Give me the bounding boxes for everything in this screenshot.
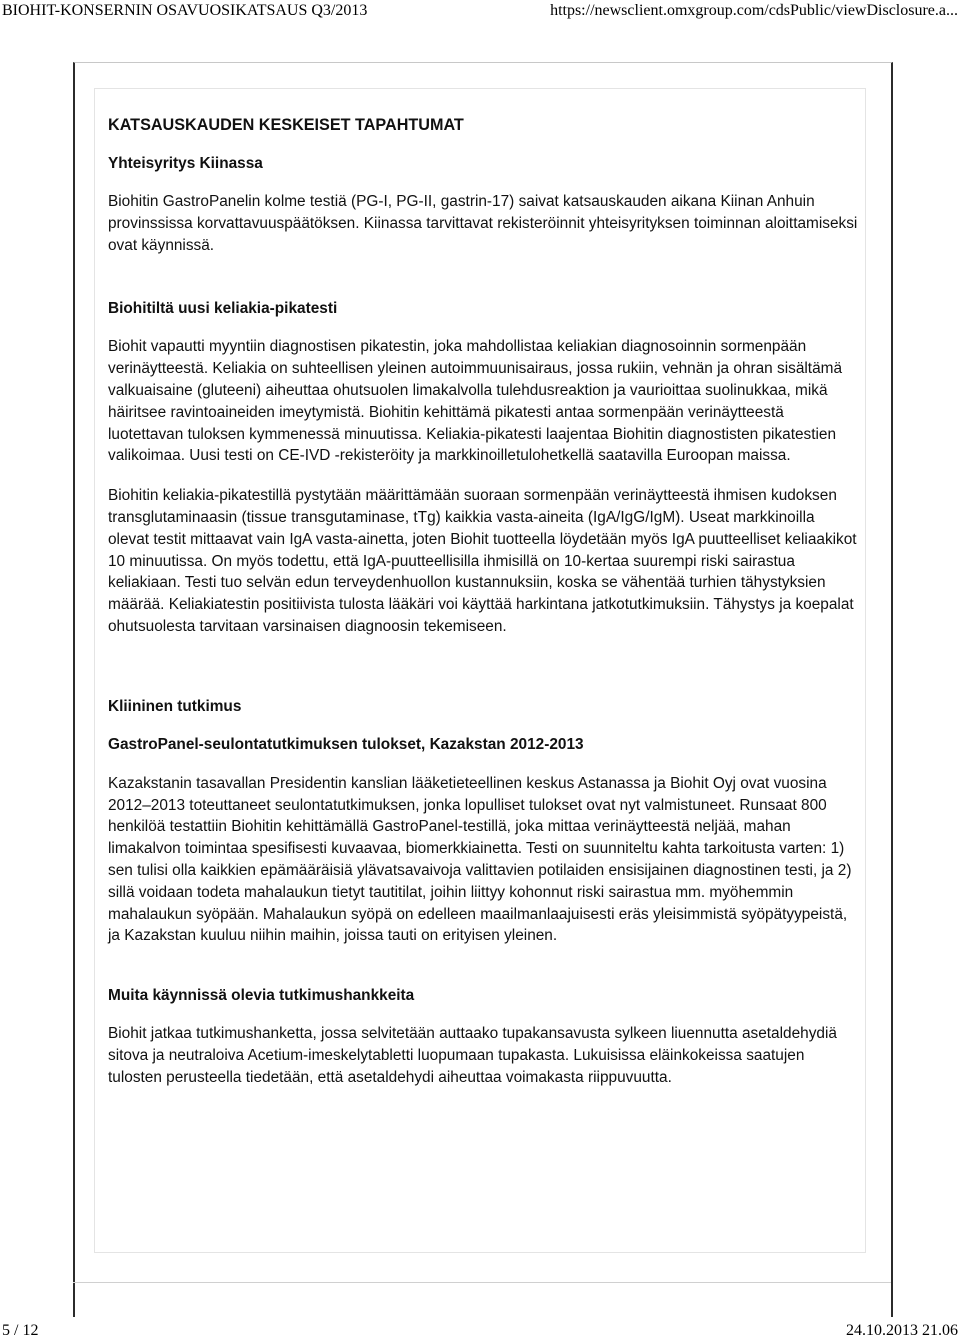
- page-frame-bottom-rule: [73, 1282, 891, 1283]
- paragraph-celiac-rapid-test-2: Biohitin keliakia-pikatestillä pystytään määrittämään suoraan sormenpään verinäytteestä ihmisen kudoksen transglutaminaasin (tissue transgutaminase, tTg) kaikkia vasta-aineita (IgA/IgG/IgM). Useat markkinoilla olevat testit mittaavat vain IgA vasta-ainetta, joten Biohit tuotteella löydetään myös IgA puutteelliset keliaakikot 10 minuutissa. On myös todettu, että IgA-puutteellisilla ihmisillä on 10-kertaa suurempi riski sairastua keliakiaan. Testi tuo selvän edun terveydenhuollon kustannuksiin, koska se vähentää turhien tähystyksien määrää. Keliakiatestin positiivista tulosta lääkäri voi käyttää harkintana jatkotutkimuksiin. Tähystys ja koepalat ohutsuolesta tarvitaan varsinaisen diagnoosin tekemiseen.: [108, 487, 857, 635]
- document-title: BIOHIT-KONSERNIN OSAVUOSIKATSAUS Q3/2013: [2, 2, 368, 19]
- page-number: 5 / 12: [2, 1322, 39, 1339]
- heading-clinical-study: Kliininen tutkimus: [108, 697, 242, 715]
- paragraph-celiac-rapid-test-1: Biohit vapautti myyntiin diagnostisen pikatestin, joka mahdollistaa keliakian diagnosoinnin sormenpään verinäytteestä. Keliakia on suhteellisen yleinen autoimmuunisairaus, jossa rukiin, vehnän ja ohran sisältämä valkuaisaine (gluteeni) aiheuttaa ohutsuolen limakalvolla tulehdusreaktion ja vaurioittaa suolinukkaa, mikä häiritsee ravintoaineiden imeytymistä. Biohitin kehittämä pikatesti antaa sormenpään verinäytteestä luotettavan tuloksen kymmenessä minuutissa. Keliakia-pikatesti laajentaa Biohitin diagnostisten pikatestien valikoimaa. Uusi testi on CE-IVD -rekisteröity ja markkinoilletulohetkellä saatavilla Euroopan maissa.: [108, 338, 843, 465]
- paragraph-joint-venture-china: Biohitin GastroPanelin kolme testiä (PG-I, PG-II, gastrin-17) saivat katsauskauden aikana Kiinan Anhuin provinssissa korvattavuuspäätöksen. Kiinassa tarvittavat rekisteröinnit yhteisyrityksen toiminnan aloittamiseksi ovat käynnissä.: [108, 193, 858, 254]
- heading-other-research: Muita käynnissä olevia tutkimushankkeita: [108, 987, 415, 1005]
- print-footer: [0, 1320, 960, 1342]
- paragraph-other-research: Biohit jatkaa tutkimushanketta, jossa selvitetään auttaako tupakansavusta sylkeen liuennutta asetaldehydiä sitova ja neutraloiva Acetium-imeskelytabletti luopumaan tupakasta. Lukuisissa eläinkokeissa saatujen tulosten perusteella tiedetään, että asetaldehydi aiheuttaa voimakasta riippuvuutta.: [108, 1025, 837, 1086]
- heading-joint-venture-china: Yhteisyritys Kiinassa: [108, 155, 263, 172]
- document-body: [108, 113, 858, 1089]
- document-url: https://newsclient.omxgroup.com/cdsPublic/viewDisclosure.a...: [550, 2, 958, 19]
- paragraph-kazakhstan-screening: Kazakstanin tasavallan Presidentin kanslian lääketieteellinen keskus Astanassa ja Biohit Oyj ovat vuosina 2012–2013 toteuttaneet seulontatutkimuksen, jonka lopulliset tulokset ovat nyt valmistuneet. Runsaat 800 henkilöä testattiin Biohitin kehittämällä GastroPanel-testillä, joka mittaa verinäytteestä neljää, mahan limakalvon toimintaa spesifisesti kuvaavaa, biomerkkiainetta. Testi on suunniteltu kahta tarkoitusta varten: 1) sen tulisi olla kaikkien epämääräisiä ylävatsavaivoja valittavien potilaiden ensisijainen diagnostinen testi, ja 2) sillä voidaan todeta mahalaukun tietyt tautitilat, joihin liittyy kohonnut riski sairastua mm. myöhemmin mahalaukun syöpään. Mahalaukun syöpä on edelleen maailmanlaajuisesti eräs yleisimmistä syöpätyypeistä, ja Kazakstan kuuluu niihin maihin, joissa tauti on erityisen yleinen.: [108, 774, 852, 945]
- print-datetime: 24.10.2013 21.06: [846, 1322, 958, 1339]
- print-header: [0, 0, 960, 22]
- heading-kazakhstan-screening: GastroPanel-seulontatutkimuksen tulokset, Kazakstan 2012-2013: [108, 735, 584, 753]
- section-title: KATSAUSKAUDEN KESKEISET TAPAHTUMAT: [108, 116, 464, 134]
- heading-celiac-rapid-test: Biohitiltä uusi keliakia-pikatesti: [108, 300, 338, 318]
